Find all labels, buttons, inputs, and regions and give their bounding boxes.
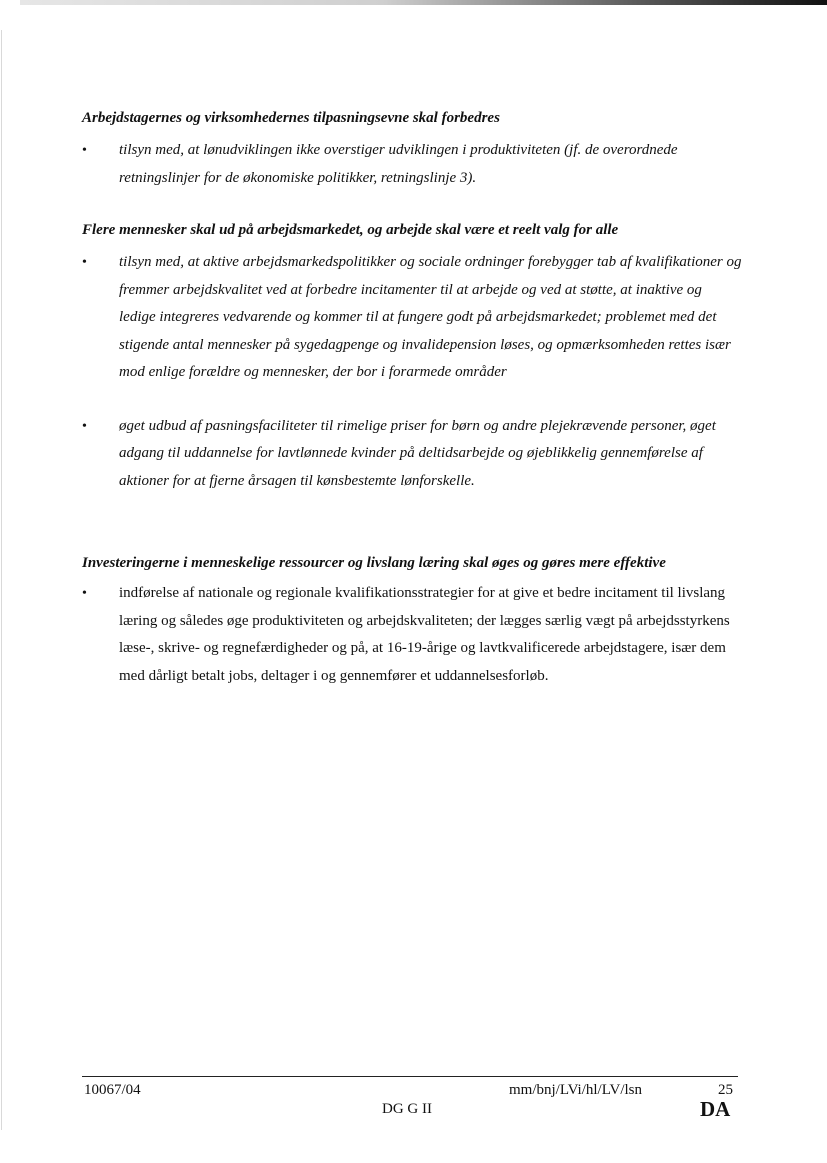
item-text: øget udbud af pasningsfaciliteter til rimelige priser for børn og andre plejekrævende personer, øget adgang til uddannelse for lavtlønnede kvinder på deltidsarbejde og øjeblikkelig gennemførelse af aktioner for at fjerne årsagen til kønsbestemte lønforskelle.: [119, 417, 716, 489]
item-text: indførelse af nationale og regionale kvalifikationsstrategier for at give et bedre incitament til livslang læring og således øge produktiviteten og arbejdskvaliteten; der lægges særlig vægt på arbejdsstyrkens læse-, skrive- og regnefærdigheder og på, at 16-19-årige og lavtkvalificerede arbejdstagere, især dem med dårligt betalt jobs, deltager i og gennemfører et uddannelsesforløb.: [119, 585, 730, 684]
list-item: [82, 137, 742, 192]
list-item: [82, 413, 742, 496]
section-adaptability: [82, 108, 742, 192]
bullet-icon: •: [82, 586, 87, 601]
language-code: DA: [700, 1097, 731, 1121]
list-item: [82, 580, 742, 690]
bullet-icon: •: [82, 418, 87, 434]
bullet-icon: •: [82, 255, 87, 270]
item-text: tilsyn med, at aktive arbejdsmarkedspolitikker og sociale ordninger forebygger tab af kvalifikationer og fremmer arbejdskvalitet ved at forbedre incitamenter til at arbejde og ved at støtte, at inaktive og ledige integreres vedvarende og kommer til at fungere godt på arbejdsmarkedet; problemet med det stigende antal mennesker på sygedagpenge og invalidepension løses, og opmærksomheden rettes især mod enlige forældre og mennesker, der bor i forarmede områder: [119, 254, 742, 380]
item-text: tilsyn med, at lønudviklingen ikke overstiger udviklingen i produktiviteten (jf. de overordnede retningslinjer for de økonomiske politikker, retningslinje 3).: [119, 142, 678, 186]
section-human-resources: [82, 553, 742, 690]
list-item: [82, 249, 742, 387]
document-number: 10067/04: [84, 1082, 141, 1098]
section-heading: Investeringerne i menneskelige ressourcer og livslang læring skal øges og gøres mere effektive: [82, 555, 666, 571]
section-employment: [82, 220, 742, 495]
scan-left-edge: [1, 30, 2, 1130]
scan-top-edge: [20, 0, 827, 5]
section-heading: Arbejdstagernes og virksomhedernes tilpasningsevne skal forbedres: [82, 110, 500, 126]
directorate: DG G II: [382, 1101, 432, 1117]
footer-rule: [82, 1076, 738, 1077]
page-number: 25: [718, 1082, 733, 1098]
section-heading: Flere mennesker skal ud på arbejdsmarkedet, og arbejde skal være et reelt valg for alle: [82, 222, 619, 238]
bullet-icon: •: [82, 143, 87, 158]
reference-code: mm/bnj/LVi/hl/LV/lsn: [509, 1082, 643, 1098]
